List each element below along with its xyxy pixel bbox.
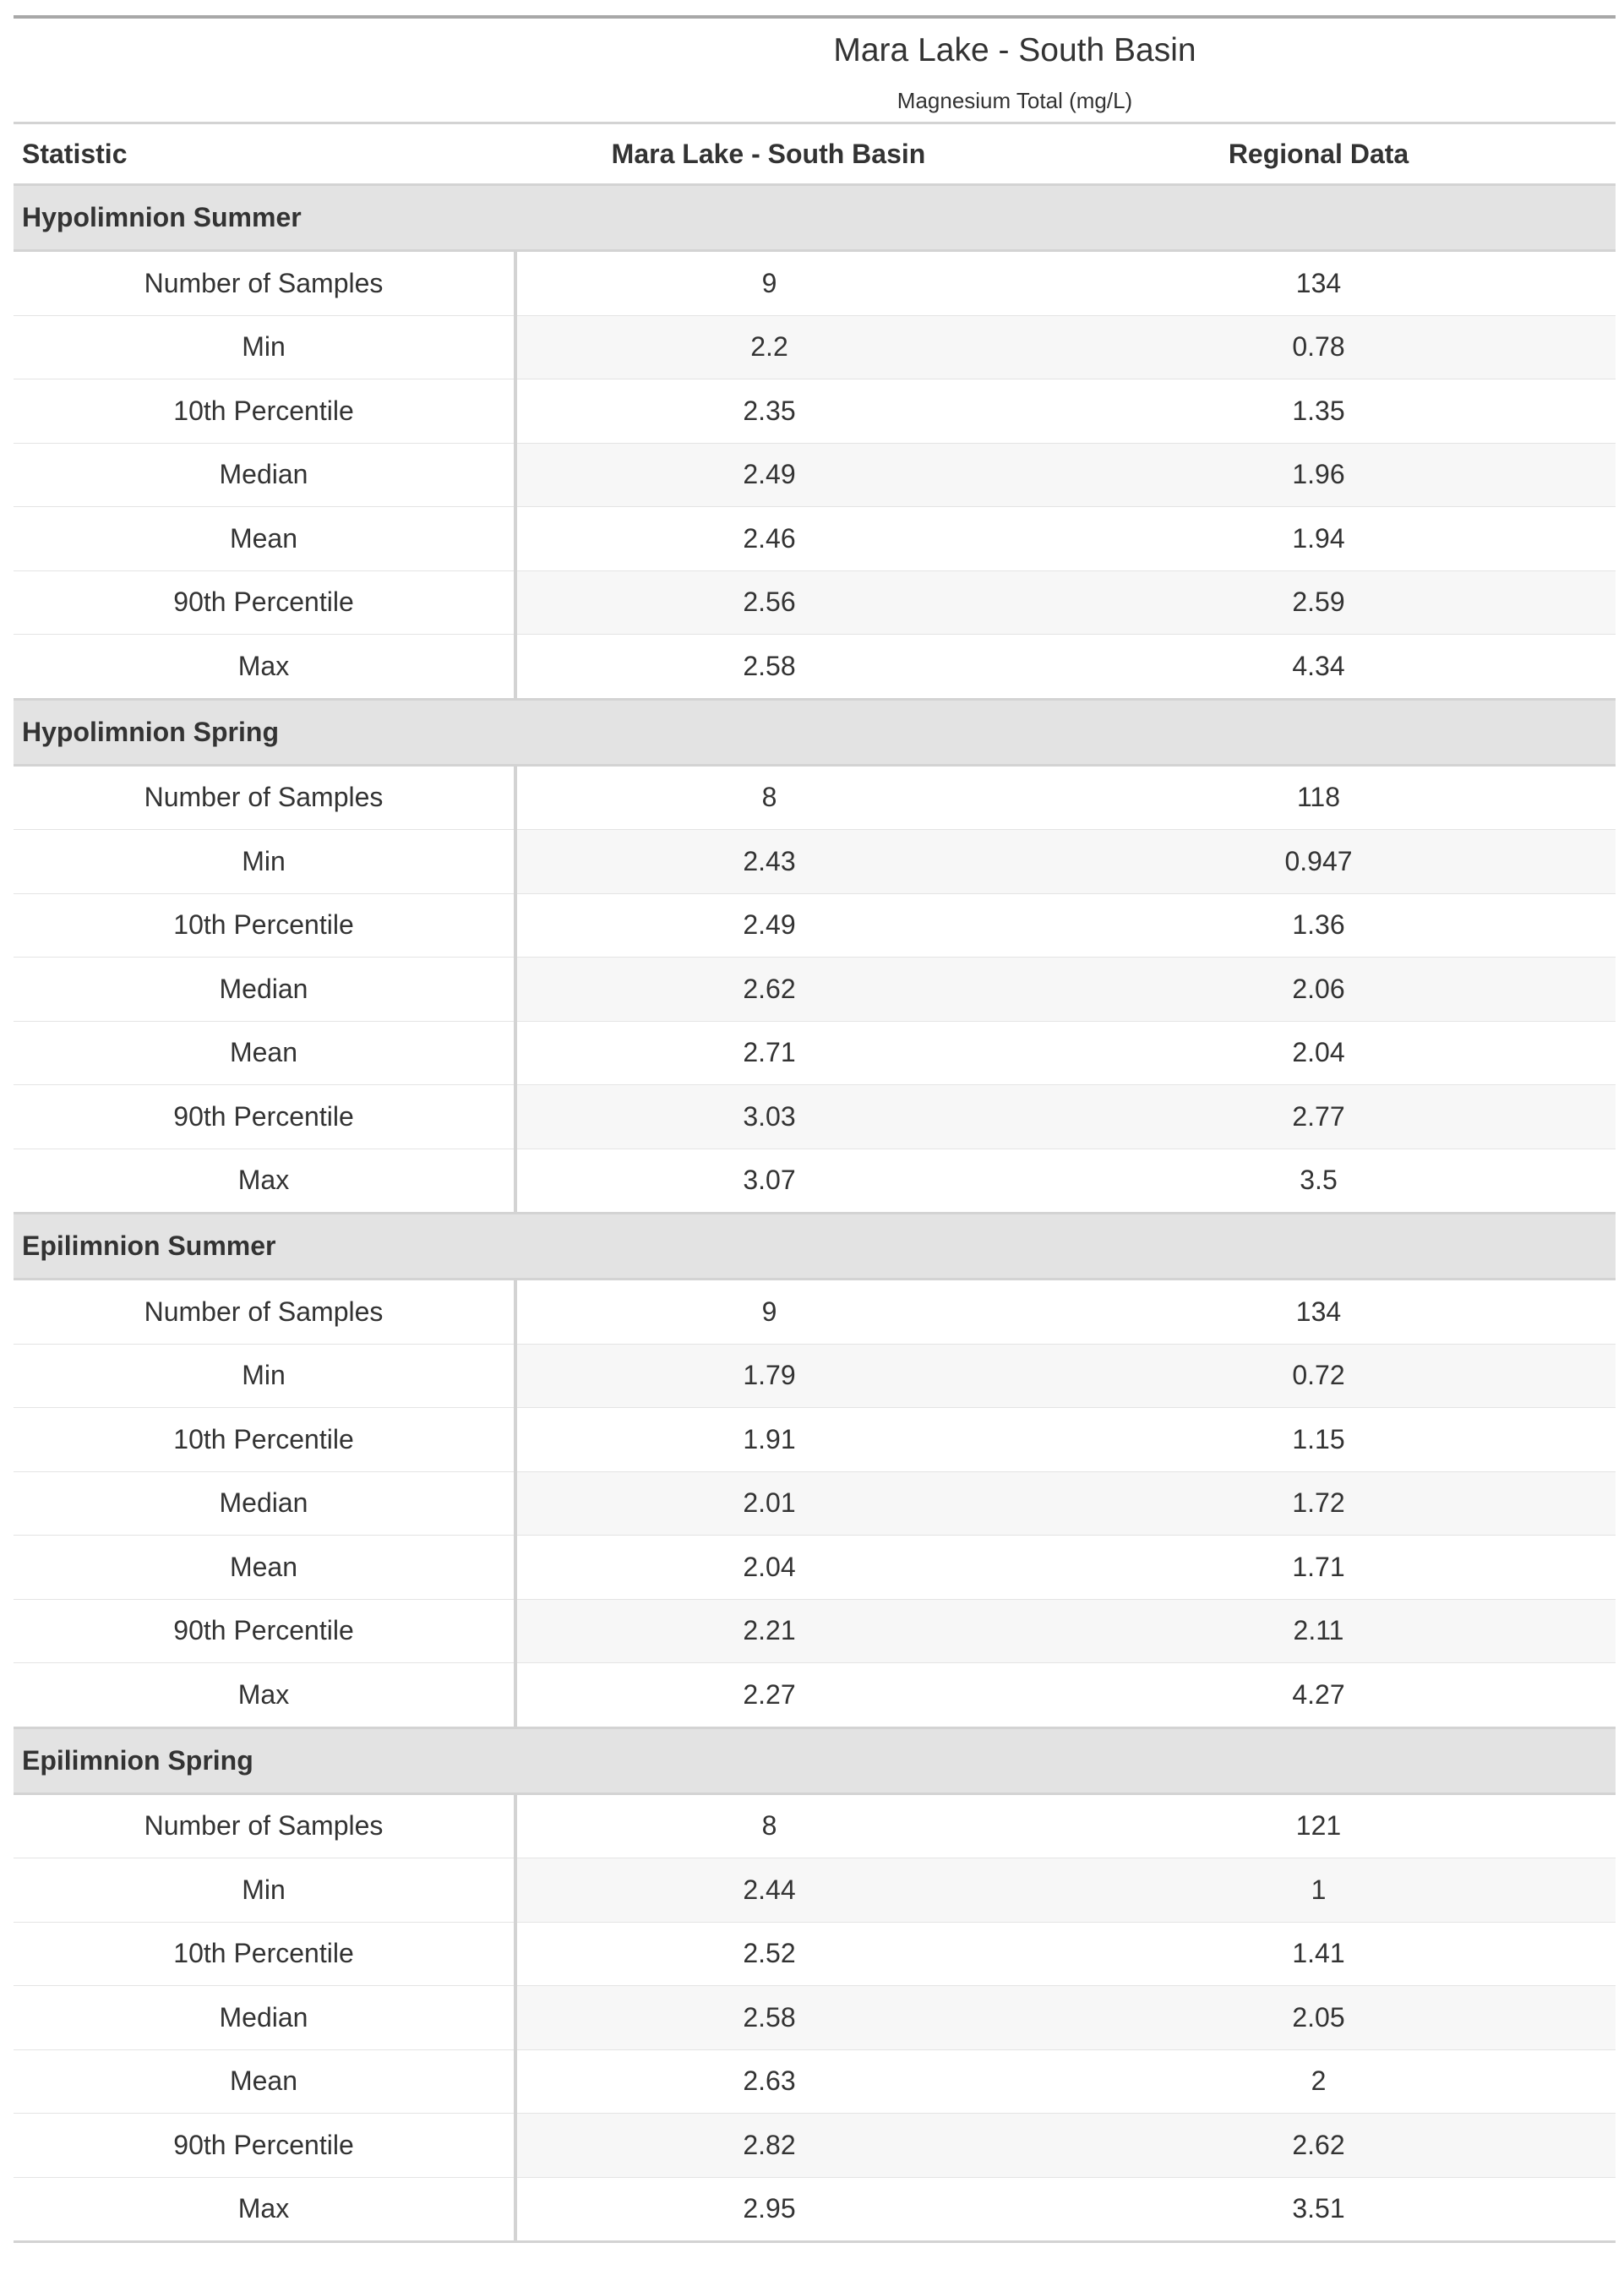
- site-value-cell: 2.56: [515, 570, 1022, 635]
- table-row: [14, 635, 1616, 700]
- table-body: [14, 185, 1616, 2242]
- table-row: [14, 1021, 1616, 1085]
- statistic-cell: Min: [14, 1858, 515, 1923]
- statistic-cell: 10th Percentile: [14, 1408, 515, 1472]
- statistic-cell: Min: [14, 830, 515, 894]
- statistic-cell: Min: [14, 315, 515, 379]
- regional-value-cell: 4.27: [1022, 1663, 1616, 1728]
- regional-value-cell: 134: [1022, 1280, 1616, 1345]
- site-value-cell: 2.44: [515, 1858, 1022, 1923]
- group-label: Epilimnion Summer: [14, 1214, 1616, 1280]
- regional-value-cell: 2: [1022, 2049, 1616, 2114]
- regional-value-cell: 118: [1022, 765, 1616, 830]
- table-row: [14, 1149, 1616, 1214]
- site-value-cell: 9: [515, 1280, 1022, 1345]
- statistic-cell: 90th Percentile: [14, 2114, 515, 2178]
- regional-value-cell: 2.04: [1022, 1021, 1616, 1085]
- table-row: [14, 1858, 1616, 1923]
- statistic-cell: Mean: [14, 2049, 515, 2114]
- regional-value-cell: 0.78: [1022, 315, 1616, 379]
- regional-value-cell: 1.35: [1022, 379, 1616, 444]
- table-row: [14, 830, 1616, 894]
- site-value-cell: 2.52: [515, 1922, 1022, 1986]
- table-row: [14, 1344, 1616, 1408]
- statistic-cell: 10th Percentile: [14, 893, 515, 958]
- summary-table-container: [14, 15, 1616, 2243]
- site-value-cell: 1.79: [515, 1344, 1022, 1408]
- column-header-site: Mara Lake - South Basin: [515, 123, 1022, 185]
- table-row: [14, 570, 1616, 635]
- statistic-cell: 90th Percentile: [14, 1085, 515, 1149]
- statistic-cell: Max: [14, 1663, 515, 1728]
- statistic-cell: 90th Percentile: [14, 570, 515, 635]
- statistic-cell: Median: [14, 1471, 515, 1536]
- site-value-cell: 2.58: [515, 635, 1022, 700]
- regional-value-cell: 121: [1022, 1793, 1616, 1858]
- statistic-cell: Min: [14, 1344, 515, 1408]
- group-label: Hypolimnion Summer: [14, 185, 1616, 251]
- column-header-row: [14, 123, 1616, 185]
- table-row: [14, 1085, 1616, 1149]
- table-row: [14, 1663, 1616, 1728]
- regional-value-cell: 2.77: [1022, 1085, 1616, 1149]
- table-row: [14, 2177, 1616, 2242]
- table-subtitle: Magnesium Total (mg/L): [896, 88, 1133, 113]
- table-row: [14, 1536, 1616, 1600]
- group-header-row: [14, 1214, 1616, 1280]
- site-value-cell: 1.91: [515, 1408, 1022, 1472]
- group-label: Epilimnion Spring: [14, 1727, 1616, 1793]
- site-value-cell: 2.58: [515, 1986, 1022, 2050]
- regional-value-cell: 3.51: [1022, 2177, 1616, 2242]
- regional-value-cell: 0.947: [1022, 830, 1616, 894]
- regional-value-cell: 2.06: [1022, 958, 1616, 1022]
- column-header-statistic: Statistic: [14, 123, 515, 185]
- site-value-cell: 3.03: [515, 1085, 1022, 1149]
- regional-value-cell: 134: [1022, 251, 1616, 316]
- summary-statistics-table: [14, 15, 1616, 2243]
- site-value-cell: 2.62: [515, 958, 1022, 1022]
- table-row: [14, 443, 1616, 507]
- regional-value-cell: 1.71: [1022, 1536, 1616, 1600]
- table-row: [14, 1986, 1616, 2050]
- regional-value-cell: 1.72: [1022, 1471, 1616, 1536]
- table-title: Mara Lake - South Basin: [833, 32, 1196, 68]
- table-row: [14, 1471, 1616, 1536]
- table-row: [14, 2049, 1616, 2114]
- regional-value-cell: 4.34: [1022, 635, 1616, 700]
- statistic-cell: Max: [14, 1149, 515, 1214]
- statistic-cell: Median: [14, 958, 515, 1022]
- table-row: [14, 251, 1616, 316]
- site-value-cell: 2.49: [515, 893, 1022, 958]
- site-value-cell: 2.35: [515, 379, 1022, 444]
- statistic-cell: Mean: [14, 507, 515, 571]
- regional-value-cell: 1.36: [1022, 893, 1616, 958]
- site-value-cell: 2.27: [515, 1663, 1022, 1728]
- regional-value-cell: 3.5: [1022, 1149, 1616, 1214]
- table-row: [14, 1599, 1616, 1663]
- statistic-cell: Mean: [14, 1021, 515, 1085]
- statistic-cell: 90th Percentile: [14, 1599, 515, 1663]
- group-header-row: [14, 185, 1616, 251]
- group-label: Hypolimnion Spring: [14, 699, 1616, 765]
- site-value-cell: 2.63: [515, 2049, 1022, 2114]
- table-title-row: [14, 17, 1616, 123]
- site-value-cell: 2.46: [515, 507, 1022, 571]
- statistic-cell: Number of Samples: [14, 1793, 515, 1858]
- site-value-cell: 2.95: [515, 2177, 1022, 2242]
- regional-value-cell: 2.05: [1022, 1986, 1616, 2050]
- table-row: [14, 507, 1616, 571]
- site-value-cell: 2.01: [515, 1471, 1022, 1536]
- table-row: [14, 1408, 1616, 1472]
- group-header-row: [14, 1727, 1616, 1793]
- table-row: [14, 893, 1616, 958]
- statistic-cell: Median: [14, 443, 515, 507]
- site-value-cell: 2.04: [515, 1536, 1022, 1600]
- statistic-cell: Max: [14, 635, 515, 700]
- regional-value-cell: 1.94: [1022, 507, 1616, 571]
- site-value-cell: 9: [515, 251, 1022, 316]
- regional-value-cell: 2.59: [1022, 570, 1616, 635]
- statistic-cell: Mean: [14, 1536, 515, 1600]
- statistic-cell: Max: [14, 2177, 515, 2242]
- regional-value-cell: 1.96: [1022, 443, 1616, 507]
- table-row: [14, 1793, 1616, 1858]
- table-heading: [14, 17, 1616, 123]
- table-row: [14, 765, 1616, 830]
- statistic-cell: Number of Samples: [14, 251, 515, 316]
- column-header-regional: Regional Data: [1022, 123, 1616, 185]
- table-row: [14, 315, 1616, 379]
- regional-value-cell: 2.11: [1022, 1599, 1616, 1663]
- statistic-cell: Number of Samples: [14, 765, 515, 830]
- group-header-row: [14, 699, 1616, 765]
- site-value-cell: 2.71: [515, 1021, 1022, 1085]
- regional-value-cell: 0.72: [1022, 1344, 1616, 1408]
- table-row: [14, 2114, 1616, 2178]
- statistic-cell: Median: [14, 1986, 515, 2050]
- site-value-cell: 2.49: [515, 443, 1022, 507]
- statistic-cell: 10th Percentile: [14, 379, 515, 444]
- regional-value-cell: 1: [1022, 1858, 1616, 1923]
- table-row: [14, 1922, 1616, 1986]
- site-value-cell: 8: [515, 1793, 1022, 1858]
- regional-value-cell: 1.15: [1022, 1408, 1616, 1472]
- site-value-cell: 3.07: [515, 1149, 1022, 1214]
- table-row: [14, 958, 1616, 1022]
- site-value-cell: 2.82: [515, 2114, 1022, 2178]
- statistic-cell: 10th Percentile: [14, 1922, 515, 1986]
- regional-value-cell: 1.41: [1022, 1922, 1616, 1986]
- site-value-cell: 8: [515, 765, 1022, 830]
- regional-value-cell: 2.62: [1022, 2114, 1616, 2178]
- site-value-cell: 2.2: [515, 315, 1022, 379]
- table-row: [14, 1280, 1616, 1345]
- site-value-cell: 2.21: [515, 1599, 1022, 1663]
- site-value-cell: 2.43: [515, 830, 1022, 894]
- table-row: [14, 379, 1616, 444]
- statistic-cell: Number of Samples: [14, 1280, 515, 1345]
